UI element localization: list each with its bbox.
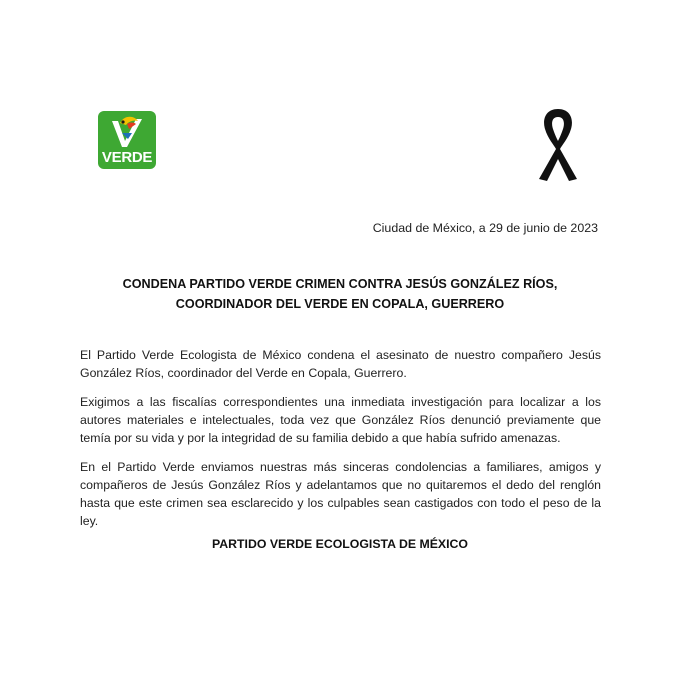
headline <box>80 274 600 314</box>
paragraph-2: Exigimos a las fiscalías correspondientes una inmediata investigación para localizar a los autores materiales e intelectuales, toda vez que González Ríos denunció previamente que temía por su vida y por la integridad de su familia debido a que había sufrido amenazas. <box>80 395 601 445</box>
headline-line-1: CONDENA PARTIDO VERDE CRIMEN CONTRA JESÚS GONZÁLEZ RÍOS, <box>122 277 558 291</box>
logo-text: VERDE <box>101 149 153 166</box>
paragraph-3: En el Partido Verde enviamos nuestras más sinceras condolencias a familiares, amigos y compañeros de Jesús González Ríos y adelantamos que no quitaremos el dedo del renglón hasta que este crimen sea esclarecido y los culpables sean castigados con todo el peso de la ley. <box>80 460 601 528</box>
headline-line-2: COORDINADOR DEL VERDE EN COPALA, GUERRERO <box>175 297 505 311</box>
mourning-ribbon-icon <box>533 105 583 183</box>
date-line: Ciudad de México, a 29 de junio de 2023 <box>372 221 598 235</box>
body-text <box>80 346 601 541</box>
partido-verde-logo <box>98 111 156 169</box>
paragraph-1: El Partido Verde Ecologista de México condena el asesinato de nuestro compañero Jesús González Ríos, coordinador del Verde en Copala, Guerrero. <box>80 348 601 380</box>
signature: PARTIDO VERDE ECOLOGISTA DE MÉXICO <box>212 537 468 551</box>
